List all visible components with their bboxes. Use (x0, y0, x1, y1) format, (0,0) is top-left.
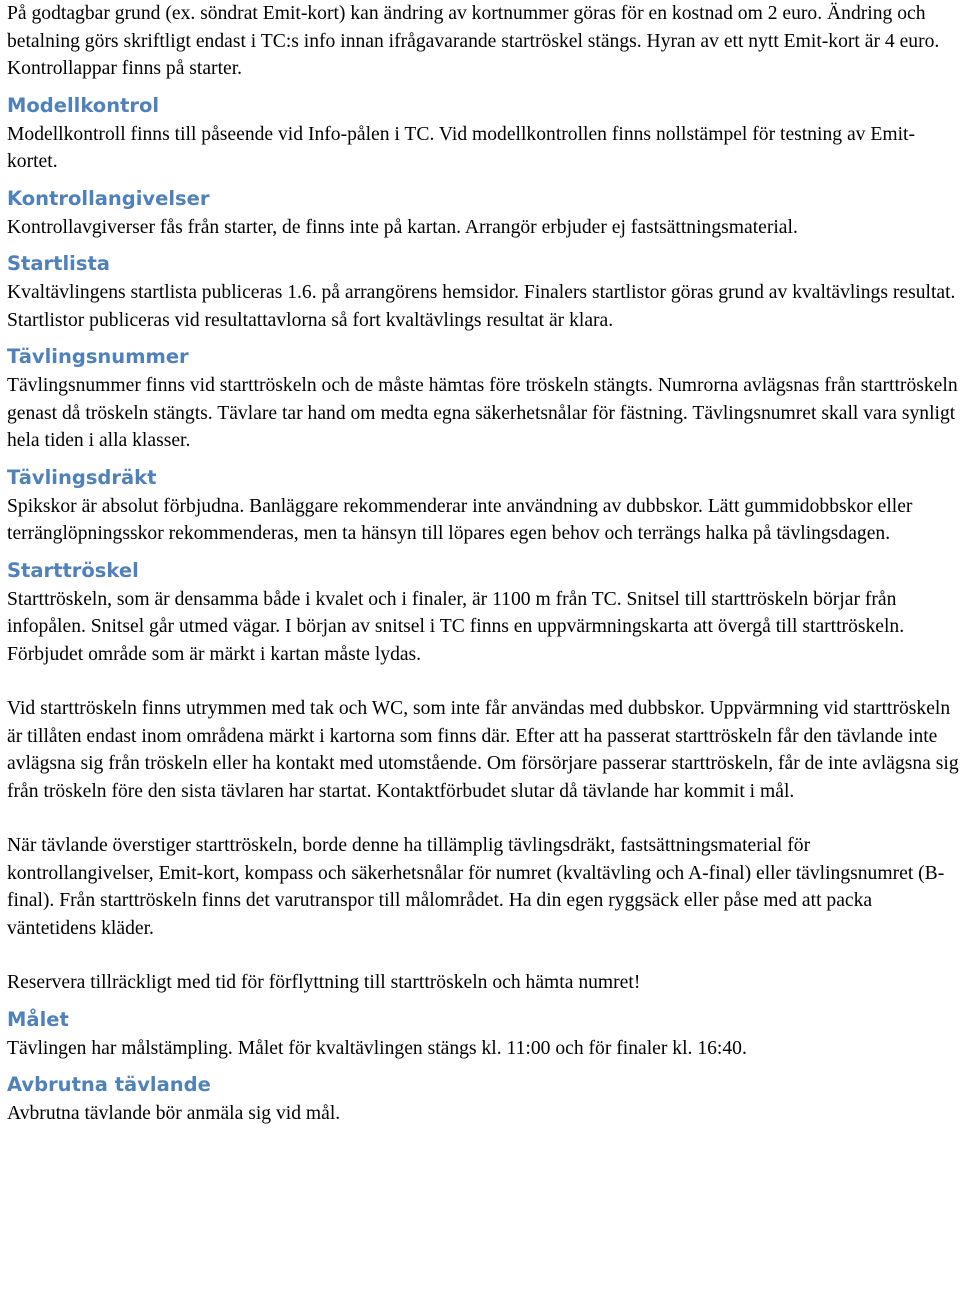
avbrutna-paragraph: Avbrutna tävlande bör anmäla sig vid mål. (7, 1103, 341, 1124)
tavlingsdrakt-paragraph: Spikskor är absolut förbjudna. Banläggare rekommenderar inte användning av dubbskor. Lätt gummidobbskor eller terränglöpningsskor rekommenderas, men ta hänsyn till löpares egen behov och terrängs halka på tävlingsdagen. (7, 495, 913, 544)
heading-starttroskel: Starttröskel (7, 558, 139, 582)
intro-paragraph: På godtagbar grund (ex. söndrat Emit-kort) kan ändring av kortnummer göras för en kostnad om 2 euro. Ändring och betalning görs skriftligt endast i TC:s info innan ifrågavarande startröskel stängs. Hyran av ett nytt Emit-kort är 4 euro. Kontrollappar finns på starter. (7, 3, 940, 79)
kontrollangivelser-paragraph: Kontrollavgiverser fås från starter, de finns inte på kartan. Arrangör erbjuder ej fastsättningsmaterial. (7, 216, 798, 238)
starttroskel-paragraph-1: Starttröskeln, som är densamma både i kvalet och i finaler, är 1100 m från TC. Snitsel till starttröskeln börjar från infopålen. Snitsel går utmed vägar. I början av snitsel i TC finns en uppvärmningskarta att övergå till starttröskeln. Förbjudet område som är märkt i kartan måste lydas. (7, 588, 905, 665)
tavlingsnummer-paragraph: Tävlingsnummer finns vid starttröskeln och de måste hämtas före tröskeln stängts. Numrorna avlägsnas från starttröskeln genast då tröskeln stängts. Tävlare tar hand om medta egna säkerhetsnålar för fästning. Tävlingsnumret skall vara synligt hela tiden i alla klasser. (7, 375, 958, 451)
starttroskel-paragraph-2: Vid starttröskeln finns utrymmen med tak och WC, som inte får användas med dubbskor. Uppvärmning vid starttröskeln är tillåten endast inom områdena märkt i kartorna som finns där. Efter att ha passerat starttröskeln får den tävlande inte avlägsna sig från tröskeln eller ha kontakt med utomstående. Om försörjare passerar starttröskeln, får de inte avlägsna sig från tröskeln före den sista tävlaren har startat. Kontaktförbudet slutar då tävlande har kommit i mål. (7, 698, 959, 802)
starttroskel-paragraph-4: Reservera tillräckligt med tid för förflyttning till starttröskeln och hämta numret! (7, 972, 641, 993)
heading-startlista: Startlista (7, 252, 110, 275)
paragraph-gap (7, 942, 959, 969)
heading-modellkontrol: Modellkontrol (7, 93, 160, 117)
modellkontrol-paragraph: Modellkontroll finns till påseende vid Info-pålen i TC. Vid modellkontrollen finns nollstämpel för testning av Emit-kortet. (7, 123, 915, 172)
starttroskel-paragraph-3: När tävlande överstiger starttröskeln, borde denne ha tillämplig tävlingsdräkt, fastsättningsmaterial för kontrollangivelser, Emit-kort, kompass och säkerhetsnålar för numret (kvaltävling och A-final) eller tävlingsnumret (B-final). Från starttröskeln finns det varutranspor till målområdet. Ha din egen ryggsäck eller påse med att packa väntetidens kläder. (7, 835, 945, 939)
heading-tavlingsnummer: Tävlingsnummer (7, 345, 189, 368)
paragraph-gap (7, 805, 959, 832)
heading-tavlingsdrakt: Tävlingsdräkt (7, 465, 157, 489)
document-page (7, 0, 959, 1128)
paragraph-gap (7, 668, 959, 695)
heading-malet: Målet (7, 1007, 69, 1031)
heading-kontrollangivelser: Kontrollangivelser (7, 186, 210, 210)
heading-avbrutna-tavlande: Avbrutna tävlande (7, 1073, 211, 1096)
startlista-paragraph: Kvaltävlingens startlista publiceras 1.6. på arrangörens hemsidor. Finalers startlistor göras grund av kvaltävlings resultat. Startlistor publiceras vid resultattavlorna så fort kvaltävlings resultat är klara. (7, 282, 956, 331)
malet-paragraph: Tävlingen har målstämpling. Målet för kvaltävlingen stängs kl. 11:00 och för finaler kl. 16:40. (7, 1037, 747, 1059)
